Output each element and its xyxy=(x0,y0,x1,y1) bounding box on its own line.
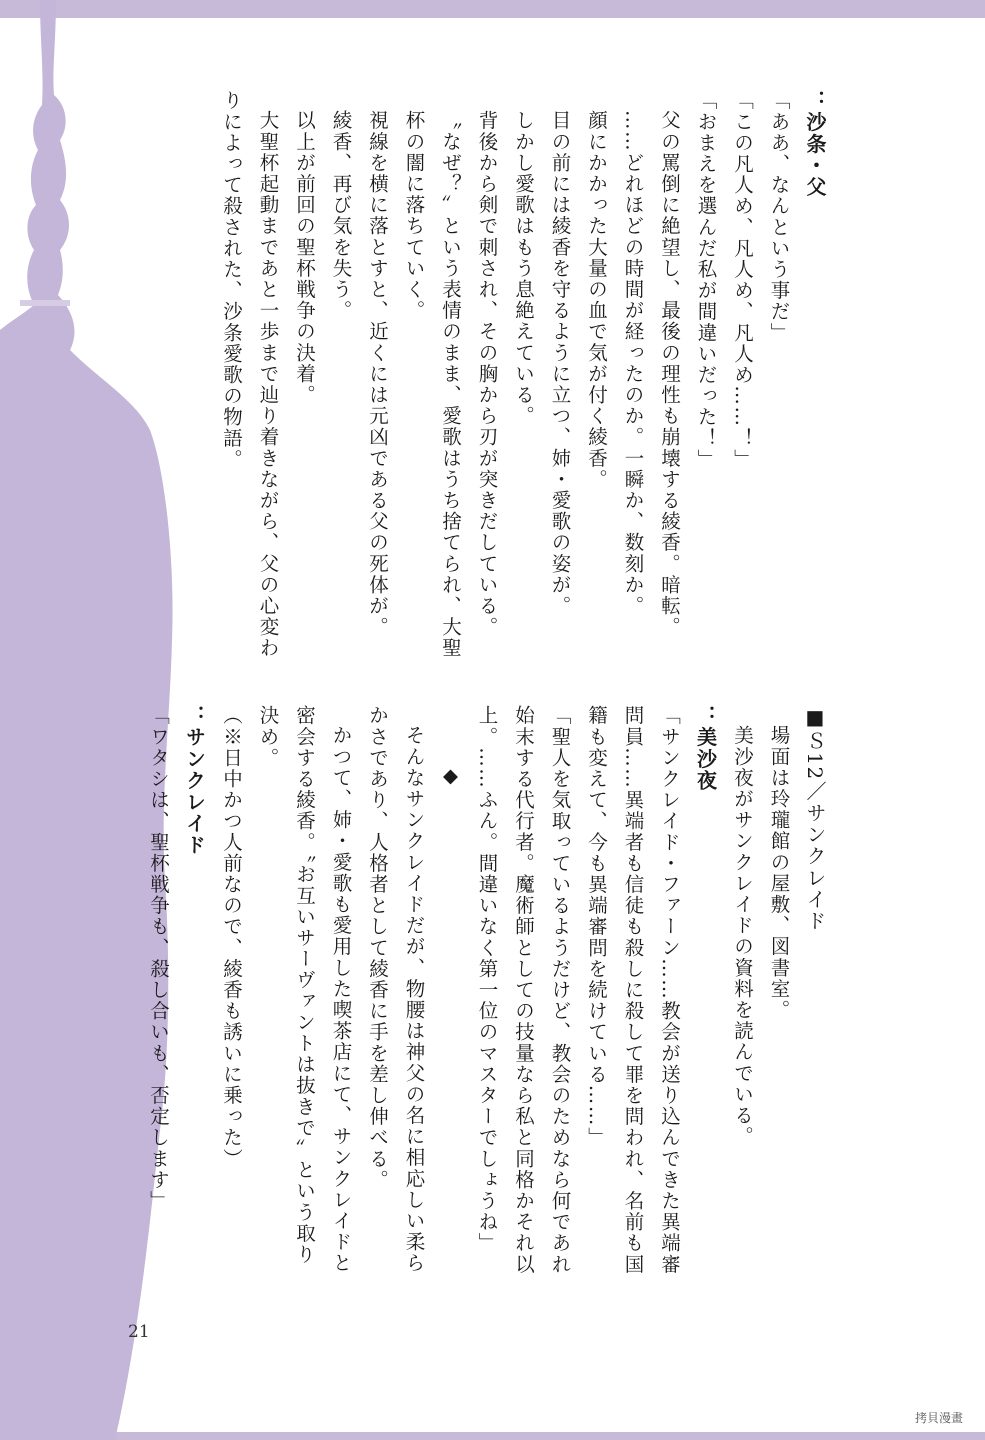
narration-line: 綾香、再び気を失う。 xyxy=(329,109,353,321)
section-divider-diamond: ◆ xyxy=(439,763,462,789)
dialogue-line: 「聖人を気取っているようだけど、教会のためなら何であれ xyxy=(548,705,572,1275)
note-line: （※日中かつ人前なので、綾香も誘いに乗った） xyxy=(220,705,243,1170)
narration-line: 美沙夜がサンクレイドの資料を読んでいる。 xyxy=(731,724,754,1147)
narration-line: 父の罵倒に絶望し、最後の理性も崩壊する綾香。暗転。 xyxy=(658,109,681,637)
narration-line: 大聖杯起動まであと一歩まで辿り着きながら、父の心変わ xyxy=(256,109,280,659)
dialogue-line: 問員……異端者も信徒も殺しに殺して罪を問われ、名前も国 xyxy=(621,705,645,1275)
narration-line: ……どれほどの時間が経ったのか。一瞬か、数刻か。 xyxy=(621,109,645,616)
dialogue-line: 「ワタシは、聖杯戦争も、殺し合いも、否定します」 xyxy=(147,705,170,1212)
narration-line: 〝なぜ？〟という表情のまま、愛歌はうち捨てられ、大聖 xyxy=(439,109,462,659)
page-number: 21 xyxy=(128,1322,150,1342)
narration-line: 顔にかかった大量の血で気が付く綾香。 xyxy=(585,109,608,490)
narration-line: 視線を横に落とすと、近くには元凶である父の死体が。 xyxy=(366,109,389,637)
narration-line: 以上が前回の聖杯戦争の決着。 xyxy=(293,109,316,405)
dialogue-line: 「この凡人め、凡人め、凡人め……！」 xyxy=(731,90,754,470)
speaker-label: ：サンクレイド xyxy=(182,705,207,857)
narration-line: かさであり、人格者として綾香に手を差し伸べる。 xyxy=(366,705,389,1191)
narration-line: 密会する綾香。〝お互いサーヴァントは抜きで〟という取り xyxy=(293,705,316,1265)
scene-heading: ■Ｓ12／サンクレイド xyxy=(803,705,827,933)
speaker-label: ：美沙夜 xyxy=(693,705,718,792)
dialogue-line: 「ああ、なんという事だ」 xyxy=(767,90,791,344)
speaker-label: ：沙条・父 xyxy=(803,90,827,198)
narration-line: そんなサンクレイドだが、物腰は神父の名に相応しい柔ら xyxy=(402,724,426,1274)
narration-line: しかし愛歌はもう息絶えている。 xyxy=(512,109,535,426)
watermark-text: 拷貝漫畫 xyxy=(914,1411,963,1425)
narration-line: 決め。 xyxy=(256,705,280,769)
narration-line: 目の前には綾香を守るように立つ、姉・愛歌の姿が。 xyxy=(548,109,572,616)
dialogue-line: 始末する代行者。魔術師としての技量なら私と同格かそれ以 xyxy=(512,705,535,1275)
narration-line: 場面は玲瓏館の屋敷、図書室。 xyxy=(767,724,791,1020)
upper-text-section xyxy=(213,90,834,658)
narration-line: 背後から剣で刺され、その胸から刃が突きだしている。 xyxy=(475,109,499,637)
dialogue-line: 籍も変えて、今も異端審問を続けている……」 xyxy=(585,705,608,1149)
narration-line: かつて、姉・愛歌も愛用した喫茶店にて、サンクレイドと xyxy=(329,724,353,1274)
narration-line: 杯の闇に落ちていく。 xyxy=(402,109,426,321)
lower-text-section xyxy=(140,705,834,1275)
narration-line: りによって殺された、沙条愛歌の物語。 xyxy=(220,90,243,470)
dialogue-line: 「おまえを選んだ私が間違いだった！」 xyxy=(694,90,718,470)
dialogue-line: 上。……ふん。間違いなく第一位のマスターでしょうね」 xyxy=(475,705,499,1254)
dialogue-line: 「サンクレイド・ファーン……教会が送り込んできた異端審 xyxy=(658,705,681,1275)
